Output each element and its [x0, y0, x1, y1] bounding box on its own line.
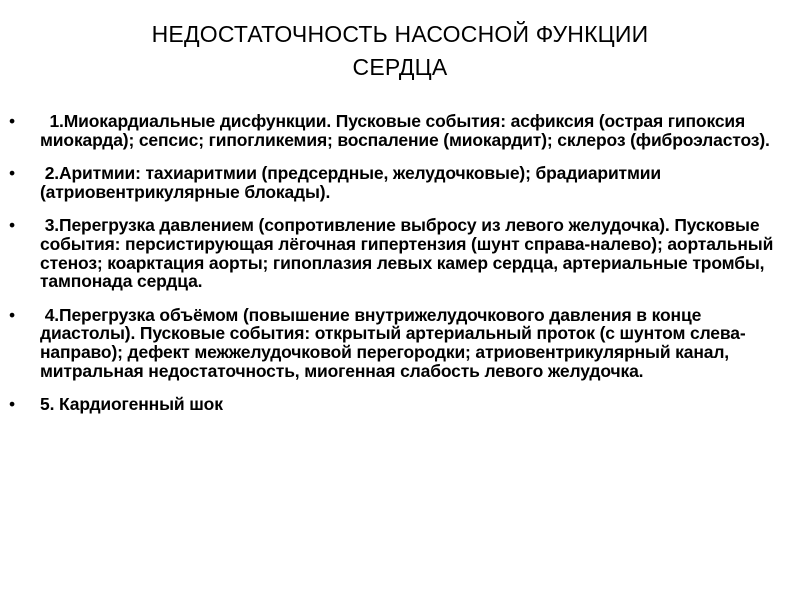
slide-title: [60, 18, 740, 84]
bullet-icon: •: [9, 304, 15, 325]
bullet-icon: •: [9, 163, 15, 184]
bullet-icon: •: [9, 111, 15, 131]
bullet-text-pressure-overload: 3.Перегрузка давлением (сопротивление выбросу из левого желудочка). Пусковые события: персистирующая лёгочная гипертензия (шунт справа-налево); аортальный стеноз; коарктация аорты; гипоплазия левых камер сердца, артериальные тромбы, тампонада сердца.: [40, 215, 778, 292]
bullet-list: [0, 112, 800, 429]
bullet-text-cardiogenic-shock: 5. Кардиогенный шок: [40, 394, 223, 415]
bullet-item-2: [0, 164, 800, 201]
bullet-item-5: [0, 395, 800, 414]
slide-title-line-1: НЕДОСТАТОЧНОСТЬ НАСОСНОЙ ФУНКЦИИ: [151, 21, 649, 47]
bullet-text-volume-overload: 4.Перегрузка объёмом (повышение внутрижелудочкового давления в конце диастолы). Пусковые события: открытый артериальный проток (с шунтом слева-направо); дефект межжелудочковой перегородки; атриовентрикулярный канал, митральная недостаточность, миогенная слабость левого желудочка.: [40, 304, 746, 381]
bullet-item-1: [0, 112, 800, 149]
bullet-item-3: [0, 216, 800, 290]
bullet-text-arrhythmias: 2.Аритмии: тахиаритмии (предсердные, желудочковые); брадиаритмии (атриовентрикулярные блокады).: [40, 163, 666, 202]
slide-title-line-2: СЕРДЦА: [352, 54, 448, 80]
bullet-text-myocardial-dysfunction: 1.Миокардиальные дисфункции. Пусковые события: асфиксия (острая гипоксия миокарда); сепсис; гипогликемия; воспаление (миокардит); склероз (фиброэластоз).: [40, 111, 770, 150]
bullet-icon: •: [9, 394, 15, 415]
bullet-item-4: [0, 306, 800, 380]
bullet-icon: •: [9, 215, 15, 236]
